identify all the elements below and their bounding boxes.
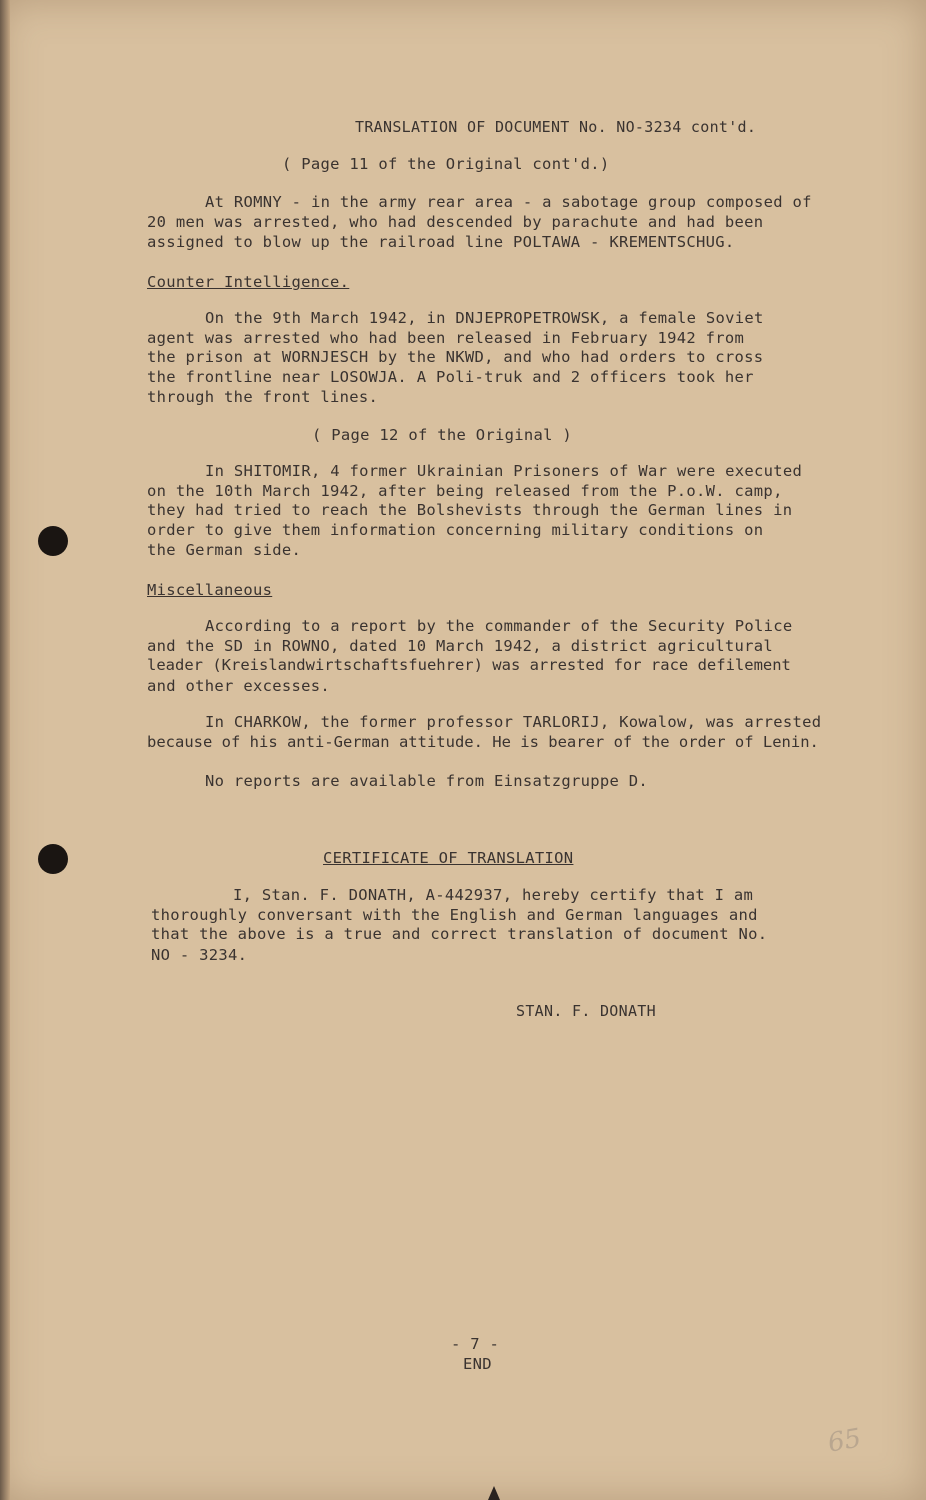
paper-edge (0, 0, 10, 1500)
ci-line-3: the prison at WORNJESCH by the NKWD, and who had orders to cross (147, 348, 764, 366)
shitomir-line-1: In SHITOMIR, 4 former Ukrainian Prisoners of War were executed (205, 462, 803, 480)
certificate-line-2: thoroughly conversant with the English and German languages and (151, 906, 758, 924)
punch-hole-bottom (38, 844, 68, 874)
certificate-heading: CERTIFICATE OF TRANSLATION (323, 849, 574, 867)
romny-line-2: 20 men was arrested, who had descended by parachute and had been (147, 213, 764, 231)
miscellaneous-heading: Miscellaneous (147, 581, 273, 599)
ci-line-4: the frontline near LOSOWJA. A Poli-truk and 2 officers took her (147, 368, 754, 386)
ci-line-2: agent was arrested who had been released in February 1942 from (147, 329, 745, 347)
certificate-line-4: NO - 3234. (151, 946, 248, 964)
charkow-line-1: In CHARKOW, the former professor TARLORIJ, Kowalow, was arrested (205, 713, 822, 731)
punch-hole-top (38, 526, 68, 556)
shitomir-line-2: on the 10th March 1942, after being released from the P.o.W. camp, (147, 482, 783, 500)
charkow-line-2: because of his anti-German attitude. He is bearer of the order of Lenin. (147, 733, 819, 751)
shitomir-line-3: they had tried to reach the Bolshevists through the German lines in (147, 501, 793, 519)
pencil-note: 65 (825, 1423, 864, 1459)
counter-intelligence-heading: Counter Intelligence. (147, 273, 350, 291)
rowno-line-4: and other excesses. (147, 677, 331, 695)
page-note-11: ( Page 11 of the Original cont'd.) (282, 155, 610, 173)
rowno-line-2: and the SD in ROWNO, dated 10 March 1942, a district agricultural (147, 637, 774, 655)
rowno-line-1: According to a report by the commander of the Security Police (205, 617, 793, 635)
page-number: - 7 - (451, 1335, 500, 1353)
paper-notch (488, 1486, 500, 1500)
rowno-line-3: leader (Kreislandwirtschaftsfuehrer) was arrested for race defilement (147, 656, 791, 674)
end-marker: END (463, 1355, 492, 1373)
shitomir-line-5: the German side. (147, 541, 302, 559)
romny-line-1: At ROMNY - in the army rear area - a sabotage group composed of (205, 193, 812, 211)
signature: STAN. F. DONATH (516, 1002, 656, 1020)
document-title: TRANSLATION OF DOCUMENT No. NO-3234 cont'd. (355, 118, 757, 136)
ci-line-5: through the front lines. (147, 388, 379, 406)
page-note-12: ( Page 12 of the Original ) (312, 426, 573, 444)
certificate-line-3: that the above is a true and correct translation of document No. (151, 925, 768, 943)
shitomir-line-4: order to give them information concerning military conditions on (147, 521, 764, 539)
certificate-line-1: I, Stan. F. DONATH, A-442937, hereby certify that I am (233, 886, 754, 904)
ci-line-1: On the 9th March 1942, in DNJEPROPETROWSK, a female Soviet (205, 309, 764, 327)
romny-line-3: assigned to blow up the railroad line POLTAWA - KREMENTSCHUG. (147, 233, 735, 251)
no-reports-line: No reports are available from Einsatzgruppe D. (205, 772, 649, 790)
